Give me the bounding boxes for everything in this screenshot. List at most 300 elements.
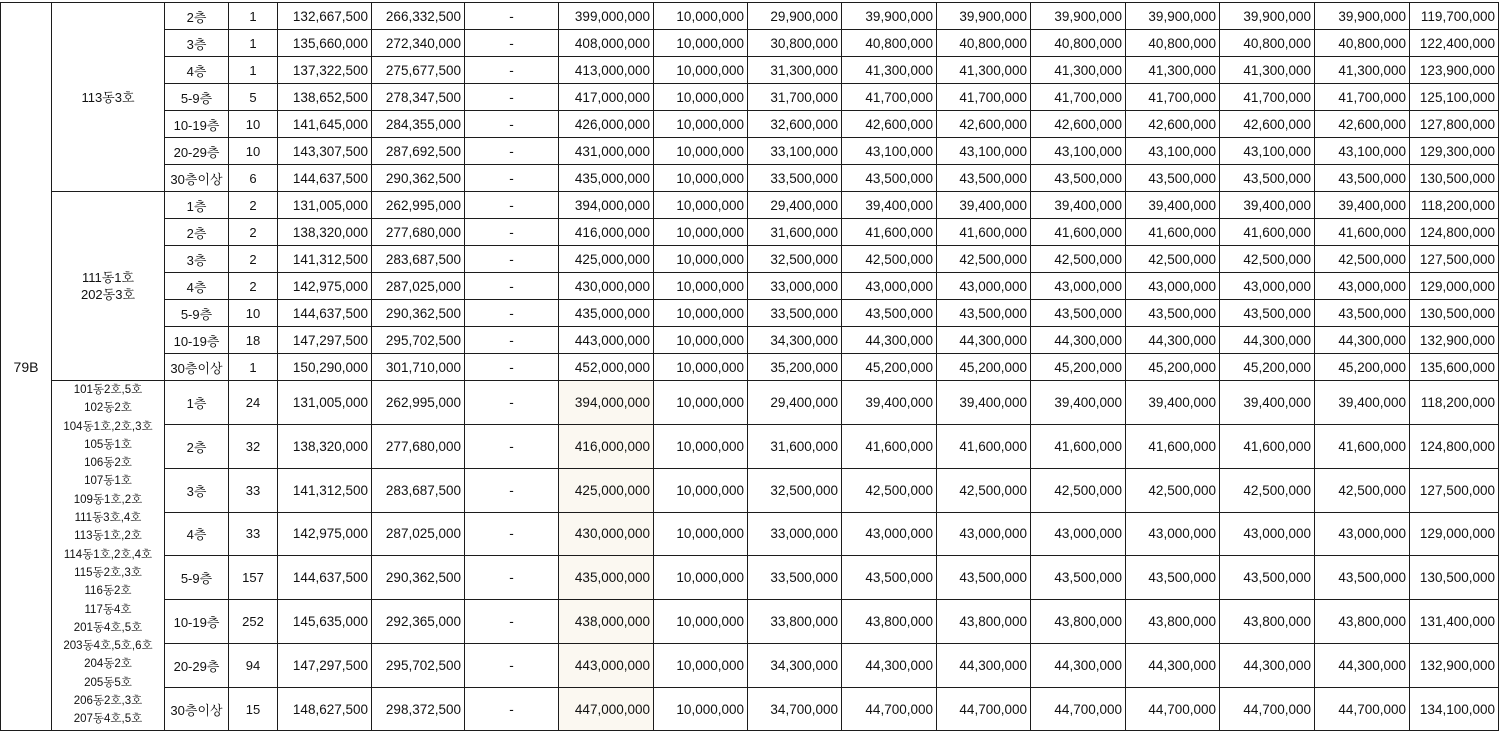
land-price-cell: 131,005,000 — [278, 192, 372, 219]
land-price-cell: 131,005,000 — [278, 381, 372, 425]
table-row — [1, 219, 1499, 246]
interim-payment-6-cell: 42,600,000 — [1315, 111, 1410, 138]
sale-price-cell: 408,000,000 — [559, 30, 654, 57]
interim-payment-4-cell: 43,100,000 — [1126, 138, 1220, 165]
table-row — [1, 687, 1499, 731]
floor-cell: 1층 — [165, 381, 229, 425]
unit-count-cell: 33 — [229, 468, 278, 512]
interim-payment-5-cell: 39,900,000 — [1220, 3, 1315, 30]
contract-deposit-2-cell: 33,000,000 — [748, 512, 842, 556]
table-row — [1, 643, 1499, 687]
interim-payment-5-cell: 43,800,000 — [1220, 600, 1315, 644]
interim-payment-6-cell: 42,500,000 — [1315, 246, 1410, 273]
unit-count-cell: 252 — [229, 600, 278, 644]
interim-payment-6-cell: 39,900,000 — [1315, 3, 1410, 30]
contract-deposit-2-cell: 31,700,000 — [748, 84, 842, 111]
vat-cell: - — [465, 84, 559, 111]
building-price-cell: 295,702,500 — [372, 643, 465, 687]
unit-count-cell: 10 — [229, 138, 278, 165]
interim-payment-2-cell: 43,100,000 — [937, 138, 1031, 165]
interim-payment-4-cell: 42,500,000 — [1126, 246, 1220, 273]
interim-payment-4-cell: 42,600,000 — [1126, 111, 1220, 138]
interim-payment-3-cell: 42,600,000 — [1031, 111, 1126, 138]
interim-payment-4-cell: 44,300,000 — [1126, 643, 1220, 687]
table-row — [1, 556, 1499, 600]
interim-payment-4-cell: 43,500,000 — [1126, 300, 1220, 327]
contract-deposit-1-cell: 10,000,000 — [654, 327, 748, 354]
contract-deposit-1-cell: 10,000,000 — [654, 556, 748, 600]
floor-cell: 5-9층 — [165, 300, 229, 327]
building-price-cell: 277,680,000 — [372, 425, 465, 469]
building-price-cell: 262,995,000 — [372, 192, 465, 219]
interim-payment-1-cell: 41,600,000 — [842, 219, 937, 246]
floor-cell: 30층이상 — [165, 687, 229, 731]
balance-payment-cell: 132,900,000 — [1410, 643, 1499, 687]
contract-deposit-1-cell: 10,000,000 — [654, 512, 748, 556]
interim-payment-3-cell: 41,700,000 — [1031, 84, 1126, 111]
table-row — [1, 327, 1499, 354]
interim-payment-2-cell: 41,700,000 — [937, 84, 1031, 111]
floor-cell: 2층 — [165, 219, 229, 246]
sale-price-cell: 425,000,000 — [559, 246, 654, 273]
building-price-cell: 275,677,500 — [372, 57, 465, 84]
interim-payment-2-cell: 45,200,000 — [937, 354, 1031, 381]
table-row — [1, 3, 1499, 30]
interim-payment-2-cell: 39,400,000 — [937, 192, 1031, 219]
sale-price-cell: 452,000,000 — [559, 354, 654, 381]
balance-payment-cell: 118,200,000 — [1410, 192, 1499, 219]
building-price-cell: 287,025,000 — [372, 512, 465, 556]
interim-payment-2-cell: 39,900,000 — [937, 3, 1031, 30]
floor-cell: 4층 — [165, 273, 229, 300]
interim-payment-2-cell: 43,800,000 — [937, 600, 1031, 644]
unit-group-line: 117동4호 — [84, 603, 132, 616]
contract-deposit-2-cell: 31,600,000 — [748, 219, 842, 246]
interim-payment-5-cell: 43,500,000 — [1220, 165, 1315, 192]
interim-payment-6-cell: 41,700,000 — [1315, 84, 1410, 111]
contract-deposit-1-cell: 10,000,000 — [654, 354, 748, 381]
contract-deposit-1-cell: 10,000,000 — [654, 192, 748, 219]
land-price-cell: 143,307,500 — [278, 138, 372, 165]
unit-group-line: 106동2호 — [84, 457, 132, 470]
contract-deposit-2-cell: 29,900,000 — [748, 3, 842, 30]
interim-payment-1-cell: 42,500,000 — [842, 246, 937, 273]
building-price-cell: 262,995,000 — [372, 381, 465, 425]
interim-payment-1-cell: 43,000,000 — [842, 512, 937, 556]
interim-payment-5-cell: 43,500,000 — [1220, 300, 1315, 327]
interim-payment-3-cell: 41,600,000 — [1031, 425, 1126, 469]
vat-cell: - — [465, 381, 559, 425]
land-price-cell: 145,635,000 — [278, 600, 372, 644]
land-price-cell: 148,627,500 — [278, 687, 372, 731]
table-row — [1, 111, 1499, 138]
building-price-cell: 290,362,500 — [372, 300, 465, 327]
table-row — [1, 600, 1499, 644]
interim-payment-1-cell: 39,400,000 — [842, 381, 937, 425]
price-table-body — [1, 3, 1499, 731]
unit-group-line: 101동2호,5호 — [73, 384, 143, 396]
contract-deposit-2-cell: 29,400,000 — [748, 192, 842, 219]
unit-group-line: 111동1호 — [81, 270, 135, 285]
sale-price-cell: 447,000,000 — [559, 687, 654, 731]
interim-payment-5-cell: 40,800,000 — [1220, 30, 1315, 57]
floor-cell: 30층이상 — [165, 354, 229, 381]
contract-deposit-2-cell: 29,400,000 — [748, 381, 842, 425]
building-price-cell: 283,687,500 — [372, 246, 465, 273]
vat-cell: - — [465, 556, 559, 600]
floor-cell: 20-29층 — [165, 138, 229, 165]
balance-payment-cell: 135,600,000 — [1410, 354, 1499, 381]
table-row — [1, 138, 1499, 165]
unit-count-cell: 6 — [229, 165, 278, 192]
interim-payment-6-cell: 39,400,000 — [1315, 381, 1410, 425]
interim-payment-2-cell: 40,800,000 — [937, 30, 1031, 57]
interim-payment-6-cell: 42,500,000 — [1315, 468, 1410, 512]
balance-payment-cell: 130,500,000 — [1410, 556, 1499, 600]
vat-cell: - — [465, 30, 559, 57]
sale-price-cell: 443,000,000 — [559, 643, 654, 687]
interim-payment-2-cell: 44,300,000 — [937, 643, 1031, 687]
sale-price-cell: 435,000,000 — [559, 556, 654, 600]
balance-payment-cell: 124,800,000 — [1410, 425, 1499, 469]
table-row — [1, 425, 1499, 469]
interim-payment-5-cell: 41,600,000 — [1220, 425, 1315, 469]
interim-payment-2-cell: 43,500,000 — [937, 556, 1031, 600]
vat-cell: - — [465, 643, 559, 687]
interim-payment-1-cell: 44,700,000 — [842, 687, 937, 731]
interim-payment-1-cell: 39,400,000 — [842, 192, 937, 219]
unit-count-cell: 15 — [229, 687, 278, 731]
contract-deposit-1-cell: 10,000,000 — [654, 643, 748, 687]
floor-cell: 20-29층 — [165, 643, 229, 687]
interim-payment-6-cell: 45,200,000 — [1315, 354, 1410, 381]
land-price-cell: 141,312,500 — [278, 468, 372, 512]
floor-cell: 5-9층 — [165, 84, 229, 111]
table-row — [1, 273, 1499, 300]
vat-cell: - — [465, 273, 559, 300]
balance-payment-cell: 124,800,000 — [1410, 219, 1499, 246]
interim-payment-3-cell: 44,300,000 — [1031, 327, 1126, 354]
interim-payment-5-cell: 44,300,000 — [1220, 643, 1315, 687]
contract-deposit-1-cell: 10,000,000 — [654, 138, 748, 165]
interim-payment-3-cell: 41,300,000 — [1031, 57, 1126, 84]
interim-payment-1-cell: 43,000,000 — [842, 273, 937, 300]
interim-payment-3-cell: 42,500,000 — [1031, 468, 1126, 512]
unit-group-line: 205동5호 — [84, 676, 132, 689]
contract-deposit-2-cell: 34,700,000 — [748, 687, 842, 731]
interim-payment-2-cell: 44,700,000 — [937, 687, 1031, 731]
unit-group-line: 115동2호,3호 — [74, 566, 142, 579]
interim-payment-6-cell: 43,500,000 — [1315, 165, 1410, 192]
contract-deposit-2-cell: 32,600,000 — [748, 111, 842, 138]
table-row — [1, 165, 1499, 192]
interim-payment-3-cell: 43,500,000 — [1031, 165, 1126, 192]
contract-deposit-2-cell: 31,300,000 — [748, 57, 842, 84]
interim-payment-5-cell: 44,700,000 — [1220, 687, 1315, 731]
floor-cell: 3층 — [165, 30, 229, 57]
vat-cell: - — [465, 192, 559, 219]
sale-price-cell: 431,000,000 — [559, 138, 654, 165]
interim-payment-4-cell: 41,600,000 — [1126, 219, 1220, 246]
interim-payment-1-cell: 41,600,000 — [842, 425, 937, 469]
land-price-cell: 150,290,000 — [278, 354, 372, 381]
interim-payment-4-cell: 43,000,000 — [1126, 273, 1220, 300]
unit-count-cell: 1 — [229, 30, 278, 57]
interim-payment-4-cell: 41,700,000 — [1126, 84, 1220, 111]
interim-payment-3-cell: 39,900,000 — [1031, 3, 1126, 30]
contract-deposit-2-cell: 32,500,000 — [748, 246, 842, 273]
balance-payment-cell: 129,000,000 — [1410, 273, 1499, 300]
unit-count-cell: 1 — [229, 3, 278, 30]
unit-group-cell — [52, 381, 165, 731]
interim-payment-5-cell: 39,400,000 — [1220, 192, 1315, 219]
land-price-cell: 137,322,500 — [278, 57, 372, 84]
interim-payment-2-cell: 43,000,000 — [937, 273, 1031, 300]
table-row — [1, 512, 1499, 556]
contract-deposit-1-cell: 10,000,000 — [654, 687, 748, 731]
floor-cell: 4층 — [165, 512, 229, 556]
interim-payment-6-cell: 43,500,000 — [1315, 556, 1410, 600]
table-row — [1, 57, 1499, 84]
contract-deposit-1-cell: 10,000,000 — [654, 111, 748, 138]
building-price-cell: 298,372,500 — [372, 687, 465, 731]
balance-payment-cell: 123,900,000 — [1410, 57, 1499, 84]
contract-deposit-2-cell: 31,600,000 — [748, 425, 842, 469]
interim-payment-6-cell: 43,800,000 — [1315, 600, 1410, 644]
interim-payment-4-cell: 41,300,000 — [1126, 57, 1220, 84]
unit-group-line: 204동2호 — [84, 658, 132, 671]
building-price-cell: 295,702,500 — [372, 327, 465, 354]
interim-payment-1-cell: 42,500,000 — [842, 468, 937, 512]
floor-cell: 10-19층 — [165, 600, 229, 644]
interim-payment-1-cell: 39,900,000 — [842, 3, 937, 30]
sale-price-cell: 425,000,000 — [559, 468, 654, 512]
land-price-cell: 135,660,000 — [278, 30, 372, 57]
floor-cell: 10-19층 — [165, 327, 229, 354]
floor-cell: 1층 — [165, 192, 229, 219]
balance-payment-cell: 127,500,000 — [1410, 246, 1499, 273]
sale-price-cell: 399,000,000 — [559, 3, 654, 30]
building-price-cell: 290,362,500 — [372, 165, 465, 192]
interim-payment-1-cell: 44,300,000 — [842, 327, 937, 354]
contract-deposit-2-cell: 32,500,000 — [748, 468, 842, 512]
table-row — [1, 84, 1499, 111]
land-price-cell: 147,297,500 — [278, 643, 372, 687]
contract-deposit-1-cell: 10,000,000 — [654, 165, 748, 192]
contract-deposit-1-cell: 10,000,000 — [654, 300, 748, 327]
interim-payment-5-cell: 45,200,000 — [1220, 354, 1315, 381]
unit-group-line: 207동4호,5호 — [73, 713, 143, 726]
land-price-cell: 144,637,500 — [278, 556, 372, 600]
building-price-cell: 290,362,500 — [372, 556, 465, 600]
interim-payment-3-cell: 43,500,000 — [1031, 300, 1126, 327]
vat-cell: - — [465, 300, 559, 327]
sale-price-cell: 435,000,000 — [559, 300, 654, 327]
vat-cell: - — [465, 512, 559, 556]
unit-count-cell: 32 — [229, 425, 278, 469]
contract-deposit-1-cell: 10,000,000 — [654, 57, 748, 84]
floor-cell: 30층이상 — [165, 165, 229, 192]
sale-price-cell: 413,000,000 — [559, 57, 654, 84]
interim-payment-6-cell: 41,600,000 — [1315, 425, 1410, 469]
contract-deposit-2-cell: 33,500,000 — [748, 556, 842, 600]
table-row — [1, 354, 1499, 381]
interim-payment-3-cell: 40,800,000 — [1031, 30, 1126, 57]
interim-payment-2-cell: 43,000,000 — [937, 512, 1031, 556]
interim-payment-5-cell: 39,400,000 — [1220, 381, 1315, 425]
interim-payment-1-cell: 42,600,000 — [842, 111, 937, 138]
interim-payment-5-cell: 42,600,000 — [1220, 111, 1315, 138]
interim-payment-2-cell: 42,500,000 — [937, 468, 1031, 512]
interim-payment-4-cell: 41,600,000 — [1126, 425, 1220, 469]
sale-price-cell: 394,000,000 — [559, 192, 654, 219]
contract-deposit-2-cell: 33,500,000 — [748, 165, 842, 192]
balance-payment-cell: 118,200,000 — [1410, 381, 1499, 425]
interim-payment-2-cell: 42,500,000 — [937, 246, 1031, 273]
unit-count-cell: 18 — [229, 327, 278, 354]
contract-deposit-2-cell: 30,800,000 — [748, 30, 842, 57]
land-price-cell: 141,312,500 — [278, 246, 372, 273]
balance-payment-cell: 129,300,000 — [1410, 138, 1499, 165]
building-price-cell: 292,365,000 — [372, 600, 465, 644]
unit-group-line: 104동1호,2호,3호 — [63, 420, 153, 433]
interim-payment-5-cell: 41,600,000 — [1220, 219, 1315, 246]
interim-payment-1-cell: 43,500,000 — [842, 556, 937, 600]
unit-group-cell — [52, 192, 165, 381]
interim-payment-5-cell: 43,500,000 — [1220, 556, 1315, 600]
floor-cell: 5-9층 — [165, 556, 229, 600]
balance-payment-cell: 125,100,000 — [1410, 84, 1499, 111]
interim-payment-6-cell: 44,300,000 — [1315, 327, 1410, 354]
interim-payment-5-cell: 43,000,000 — [1220, 273, 1315, 300]
unit-count-cell: 10 — [229, 300, 278, 327]
interim-payment-1-cell: 44,300,000 — [842, 643, 937, 687]
interim-payment-4-cell: 44,300,000 — [1126, 327, 1220, 354]
interim-payment-5-cell: 44,300,000 — [1220, 327, 1315, 354]
interim-payment-3-cell: 42,500,000 — [1031, 246, 1126, 273]
land-price-cell: 141,645,000 — [278, 111, 372, 138]
floor-cell: 10-19층 — [165, 111, 229, 138]
table-row — [1, 300, 1499, 327]
interim-payment-5-cell: 42,500,000 — [1220, 246, 1315, 273]
unit-count-cell: 157 — [229, 556, 278, 600]
interim-payment-2-cell: 39,400,000 — [937, 381, 1031, 425]
unit-group-line: 203동4호,5호,6호 — [63, 640, 153, 653]
contract-deposit-1-cell: 10,000,000 — [654, 3, 748, 30]
interim-payment-4-cell: 39,900,000 — [1126, 3, 1220, 30]
price-table — [0, 2, 1499, 731]
unit-group-line: 201동4호,5호 — [73, 621, 143, 634]
contract-deposit-1-cell: 10,000,000 — [654, 273, 748, 300]
vat-cell: - — [465, 354, 559, 381]
vat-cell: - — [465, 687, 559, 731]
interim-payment-6-cell: 40,800,000 — [1315, 30, 1410, 57]
interim-payment-1-cell: 43,500,000 — [842, 165, 937, 192]
table-row — [1, 30, 1499, 57]
floor-cell: 3층 — [165, 468, 229, 512]
floor-cell: 3층 — [165, 246, 229, 273]
unit-count-cell: 94 — [229, 643, 278, 687]
land-price-cell: 144,637,500 — [278, 165, 372, 192]
vat-cell: - — [465, 468, 559, 512]
interim-payment-1-cell: 41,700,000 — [842, 84, 937, 111]
balance-payment-cell: 119,700,000 — [1410, 3, 1499, 30]
interim-payment-4-cell: 43,500,000 — [1126, 165, 1220, 192]
vat-cell: - — [465, 327, 559, 354]
sale-price-cell: 394,000,000 — [559, 381, 654, 425]
interim-payment-2-cell: 42,600,000 — [937, 111, 1031, 138]
unit-group-line: 109동1호,2호 — [73, 493, 143, 506]
interim-payment-2-cell: 43,500,000 — [937, 165, 1031, 192]
building-price-cell: 266,332,500 — [372, 3, 465, 30]
sale-price-cell: 430,000,000 — [559, 273, 654, 300]
interim-payment-3-cell: 43,000,000 — [1031, 273, 1126, 300]
interim-payment-3-cell: 39,400,000 — [1031, 192, 1126, 219]
vat-cell: - — [465, 219, 559, 246]
unit-group-line: 114동1호,2호,4호 — [63, 548, 153, 561]
interim-payment-3-cell: 43,100,000 — [1031, 138, 1126, 165]
interim-payment-4-cell: 39,400,000 — [1126, 192, 1220, 219]
land-price-cell: 144,637,500 — [278, 300, 372, 327]
contract-deposit-2-cell: 33,100,000 — [748, 138, 842, 165]
floor-cell: 2층 — [165, 3, 229, 30]
balance-payment-cell: 129,000,000 — [1410, 512, 1499, 556]
sale-price-cell: 426,000,000 — [559, 111, 654, 138]
sale-price-cell: 443,000,000 — [559, 327, 654, 354]
vat-cell: - — [465, 165, 559, 192]
vat-cell: - — [465, 600, 559, 644]
vat-cell: - — [465, 138, 559, 165]
contract-deposit-1-cell: 10,000,000 — [654, 381, 748, 425]
floor-cell: 4층 — [165, 57, 229, 84]
contract-deposit-1-cell: 10,000,000 — [654, 84, 748, 111]
interim-payment-3-cell: 44,700,000 — [1031, 687, 1126, 731]
contract-deposit-1-cell: 10,000,000 — [654, 425, 748, 469]
land-price-cell: 147,297,500 — [278, 327, 372, 354]
interim-payment-5-cell: 41,700,000 — [1220, 84, 1315, 111]
contract-deposit-2-cell: 35,200,000 — [748, 354, 842, 381]
interim-payment-3-cell: 39,400,000 — [1031, 381, 1126, 425]
interim-payment-2-cell: 41,600,000 — [937, 219, 1031, 246]
unit-count-cell: 33 — [229, 512, 278, 556]
balance-payment-cell: 132,900,000 — [1410, 327, 1499, 354]
interim-payment-1-cell: 43,100,000 — [842, 138, 937, 165]
interim-payment-3-cell: 43,500,000 — [1031, 556, 1126, 600]
land-price-cell: 142,975,000 — [278, 512, 372, 556]
land-price-cell: 132,667,500 — [278, 3, 372, 30]
interim-payment-3-cell: 43,000,000 — [1031, 512, 1126, 556]
interim-payment-4-cell: 44,700,000 — [1126, 687, 1220, 731]
land-price-cell: 138,320,000 — [278, 425, 372, 469]
unit-group-line: 102동2호 — [84, 402, 132, 415]
contract-deposit-1-cell: 10,000,000 — [654, 246, 748, 273]
interim-payment-6-cell: 41,600,000 — [1315, 219, 1410, 246]
vat-cell: - — [465, 246, 559, 273]
interim-payment-6-cell: 44,300,000 — [1315, 643, 1410, 687]
sale-price-cell: 430,000,000 — [559, 512, 654, 556]
unit-count-cell: 2 — [229, 246, 278, 273]
interim-payment-1-cell: 43,500,000 — [842, 300, 937, 327]
balance-payment-cell: 134,100,000 — [1410, 687, 1499, 731]
interim-payment-5-cell: 43,100,000 — [1220, 138, 1315, 165]
sale-price-cell: 435,000,000 — [559, 165, 654, 192]
interim-payment-2-cell: 41,600,000 — [937, 425, 1031, 469]
contract-deposit-1-cell: 10,000,000 — [654, 468, 748, 512]
land-price-cell: 142,975,000 — [278, 273, 372, 300]
building-price-cell: 278,347,500 — [372, 84, 465, 111]
unit-group-line: 202동3호 — [80, 287, 136, 302]
interim-payment-1-cell: 43,800,000 — [842, 600, 937, 644]
